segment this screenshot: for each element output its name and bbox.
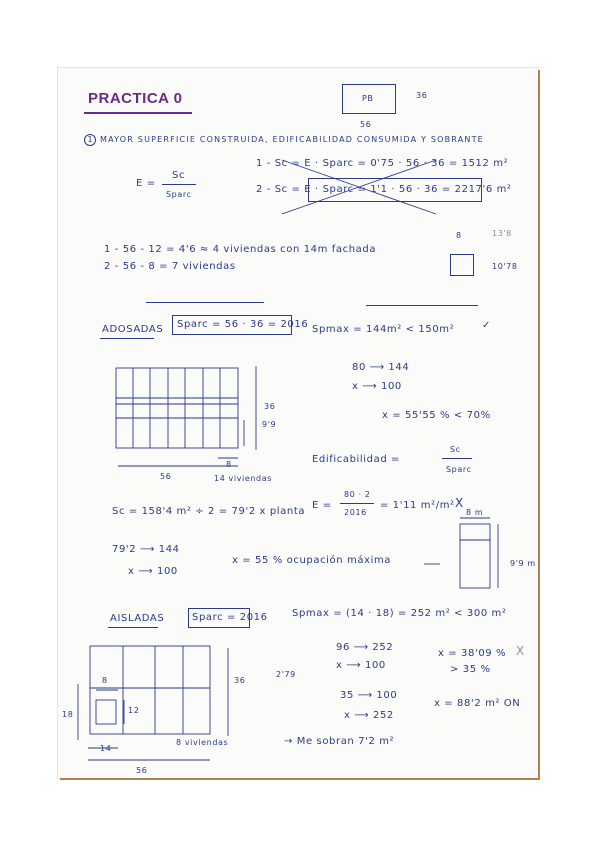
aisladas-second-rule-1: 35 ⟶ 100 <box>340 690 398 701</box>
aisladas-second-rule-result: x = 88'2 m² ON <box>434 698 521 709</box>
aisladas-dim-12: 12 <box>128 706 140 715</box>
e-mark: X <box>455 496 464 510</box>
adosadas-rule-2: x ⟶ 100 <box>352 381 402 392</box>
aisladas-dim-14: 14 <box>100 744 112 753</box>
e-fraction-line <box>340 503 374 504</box>
aisladas-second-rule-2: x ⟶ 252 <box>344 710 394 721</box>
e-numerator: 80 · 2 <box>344 490 371 499</box>
adosadas-box-width: 8 m <box>466 508 484 517</box>
formula-numerator: Sc <box>172 170 186 181</box>
adosadas-spmax: Spmax = 144m² < 150m² <box>312 324 455 335</box>
e-denominator: 2016 <box>344 508 367 517</box>
sc-calculation: Sc = 158'4 m² ÷ 2 = 79'2 x planta <box>112 506 306 517</box>
aisladas-label: AISLADAS <box>110 613 165 624</box>
aisladas-dim-56: 56 <box>136 766 148 775</box>
adosadas-sparc: Sparc = 56 · 36 = 2016 <box>177 319 309 330</box>
adosadas-box-height: 9'9 m <box>510 559 536 568</box>
aisladas-sobran: → Me sobran 7'2 m² <box>284 736 395 747</box>
aisladas-rule-1: 96 ⟶ 252 <box>336 642 394 653</box>
viviendas-line-2: 2 - 56 - 8 = 7 viviendas <box>104 261 236 272</box>
small-sketch-dim-c: 10'78 <box>492 262 518 271</box>
header-plot-label: PB <box>362 94 374 103</box>
adosadas-dim-36: 36 <box>264 402 276 411</box>
page-title: PRACTICA 0 <box>88 90 183 107</box>
adosadas-dim-56: 56 <box>160 472 172 481</box>
calc-line-2: 2 - Sc = E · Sparc = 1'1 · 56 · 36 = 2217'6 m² <box>256 184 512 195</box>
calc-line-1: 1 - Sc = E · Sparc = 0'75 · 56 · 36 = 1512 m² <box>256 158 509 169</box>
edificabilidad-numerator: Sc <box>450 445 461 454</box>
edificabilidad-fraction-line <box>442 458 472 459</box>
edificabilidad-label: Edificabilidad = <box>312 454 401 465</box>
aisladas-spmax: Spmax = (14 · 18) = 252 m² < 300 m² <box>292 608 507 619</box>
formula-denominator: Sparc <box>166 190 192 199</box>
small-sketch-dim-a: 8 <box>456 231 462 240</box>
aisladas-viviendas: 8 viviendas <box>176 738 229 747</box>
question-number: 1 <box>84 134 96 146</box>
aisladas-dim-18: 18 <box>62 710 74 719</box>
formula-lhs: E = <box>136 178 156 189</box>
aisladas-rule-result-1: x = 38'09 % <box>438 648 507 659</box>
proportion-1: 79'2 ⟶ 144 <box>112 544 180 555</box>
aisladas-dim-8: 8 <box>102 676 108 685</box>
aisladas-rule-2: x ⟶ 100 <box>336 660 386 671</box>
viviendas-line-1: 1 - 56 - 12 = 4'6 ≈ 4 viviendas con 14m fachada <box>104 244 377 255</box>
edificabilidad-denominator: Sparc <box>446 465 472 474</box>
aisladas-underline <box>108 627 158 628</box>
adosadas-check: ✓ <box>482 320 491 331</box>
question-statement: MAYOR SUPERFICIE CONSTRUIDA, EDIFICABILIDAD CONSUMIDA Y SOBRANTE <box>100 135 484 144</box>
small-sketch-dim-b: 13'8 <box>492 229 512 238</box>
adosadas-dim-8: 8 <box>226 460 232 469</box>
proportion-2: x ⟶ 100 <box>128 566 178 577</box>
adosadas-dim-99: 9'9 <box>262 420 277 429</box>
adosadas-label: ADOSADAS <box>102 324 164 335</box>
aisladas-rule-result-2: > 35 % <box>450 664 491 675</box>
adosadas-viviendas: 14 viviendas <box>214 474 272 483</box>
aisladas-dim-279: 2'79 <box>276 670 296 679</box>
proportion-result: x = 55 % ocupación máxima <box>232 555 392 566</box>
adosadas-rule-1: 80 ⟶ 144 <box>352 362 410 373</box>
e-result: = 1'11 m²/m² <box>380 500 455 511</box>
aisladas-sparc: Sparc = 2016 <box>192 612 268 623</box>
e-lhs: E = <box>312 500 332 511</box>
header-plot-height: 36 <box>416 91 428 100</box>
aisladas-dim-36: 36 <box>234 676 246 685</box>
aisladas-rule-mark: X <box>516 644 525 658</box>
adosadas-rule-result: x = 55'55 % < 70% <box>382 410 491 421</box>
header-plot-width: 56 <box>360 120 372 129</box>
